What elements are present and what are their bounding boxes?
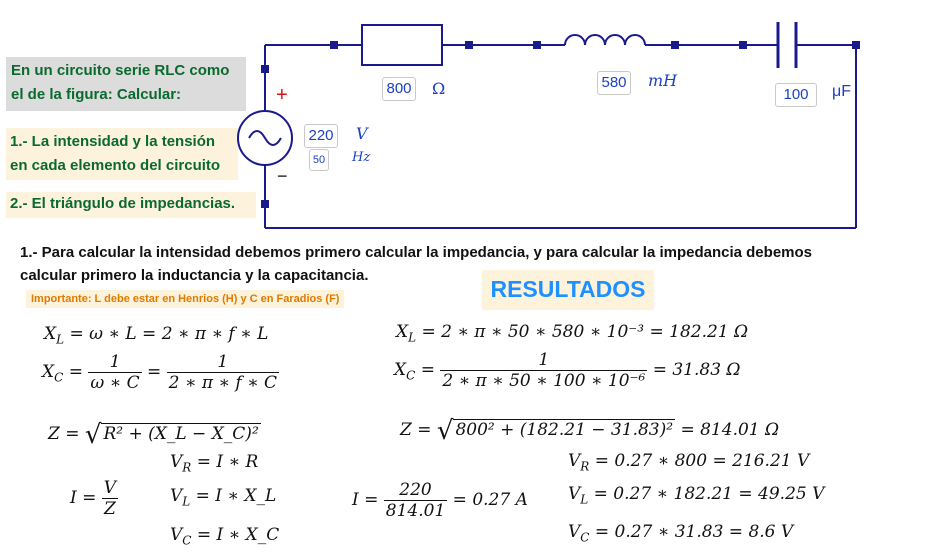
formula-xc-fraction-2 bbox=[167, 352, 279, 393]
result-xc-den: 2 ∗ π ∗ 50 ∗ 100 ∗ 10⁻⁶ bbox=[442, 371, 646, 391]
node-8 bbox=[261, 200, 269, 208]
voltage-value-input[interactable]: 220 bbox=[304, 124, 338, 148]
formula-vr: $V_R = I$ ∗ R bbox=[170, 452, 259, 475]
formula-xl: $X_L = \omega$ ∗ L = 2 ∗ π ∗ f ∗ L bbox=[44, 324, 269, 347]
formula-vl-rhs: = I ∗ X_L bbox=[195, 486, 277, 506]
explanation-text bbox=[20, 241, 920, 287]
inductance-value-input[interactable]: 580 bbox=[597, 71, 631, 95]
node-4 bbox=[671, 41, 679, 49]
problem-title-line1: En un circuito serie RLC como bbox=[11, 62, 230, 79]
result-vr-rhs: = 0.27 ∗ 800 = 216.21 V bbox=[594, 451, 810, 471]
formula-z: Z = √ R² + (X_L − X_C)² bbox=[48, 420, 259, 450]
sqrt-sign-icon-2: √ bbox=[436, 416, 454, 446]
node-3 bbox=[533, 41, 541, 49]
plus-sign: + bbox=[276, 84, 288, 106]
formula-xc: $X_C$ = $\frac{1}{\omega ∗ C}$ = $\frac{1}{2 ∗ \pi ∗ f ∗ C}$ bbox=[42, 352, 278, 393]
resistance-unit: Ω bbox=[432, 79, 446, 98]
formula-xc-den2: 2 ∗ π ∗ f ∗ C bbox=[168, 373, 278, 393]
result-xc-num: 1 bbox=[538, 350, 550, 370]
node-5 bbox=[739, 41, 747, 49]
formula-xl-rhs: = ω ∗ L = 2 ∗ π ∗ f ∗ L bbox=[69, 324, 269, 344]
formula-xc-num1: 1 bbox=[109, 352, 121, 372]
result-vr: $V_R = 0.27$ ∗ 800 = 216.21 V bbox=[568, 451, 810, 474]
result-i-fraction bbox=[384, 480, 447, 521]
formula-vl: $V_L = I$ ∗ X_L bbox=[170, 486, 277, 509]
result-xc-fraction bbox=[440, 350, 647, 391]
minus-sign: − bbox=[277, 166, 288, 186]
result-z: Z = √ 800² + (182.21 − 31.83)² = 814.01 Ω bbox=[400, 416, 780, 446]
formula-xc-fraction-1 bbox=[88, 352, 141, 393]
question-1-line2: en cada elemento del circuito bbox=[10, 157, 221, 174]
formula-i-num: V bbox=[103, 478, 117, 498]
frequency-value-input[interactable]: 50 bbox=[309, 149, 329, 171]
result-vc: $V_C = 0.27$ ∗ 31.83 = 8.6 V bbox=[568, 522, 794, 545]
result-vl: $V_L = 0.27$ ∗ 182.21 = 49.25 V bbox=[568, 484, 825, 507]
capacitance-unit: μF bbox=[832, 83, 851, 100]
result-z-radicand: 800² + (182.21 − 31.83)² bbox=[455, 420, 674, 440]
result-i-num: 220 bbox=[399, 480, 432, 500]
resistance-value-input[interactable]: 800 bbox=[382, 77, 416, 101]
result-xl: $X_L = 2$ ∗ π ∗ 50 ∗ 580 ∗ 10⁻³ = 182.21 Ω bbox=[396, 322, 749, 345]
formula-i-fraction bbox=[102, 478, 118, 519]
question-2-text: 2.- El triángulo de impedancias. bbox=[10, 195, 236, 212]
sqrt-sign-icon: √ bbox=[84, 420, 102, 450]
results-heading: RESULTADOS bbox=[482, 270, 654, 310]
units-note-text: Importante: L debe estar en Henrios (H) y C en Faradios (F) bbox=[31, 293, 340, 305]
formula-vr-rhs: = I ∗ R bbox=[196, 452, 259, 472]
formula-vc-rhs: = I ∗ X_C bbox=[196, 525, 280, 545]
resistor-symbol bbox=[362, 25, 442, 65]
node-1 bbox=[330, 41, 338, 49]
capacitance-value-input[interactable]: 100 bbox=[775, 83, 817, 107]
question-1-line1: 1.- La intensidad y la tensión bbox=[10, 133, 216, 150]
frequency-unit: Hz bbox=[352, 150, 371, 165]
node-6 bbox=[852, 41, 860, 49]
formula-xc-den1: ω ∗ C bbox=[90, 373, 140, 393]
inductor-symbol bbox=[565, 35, 645, 45]
result-xc-tail: = 31.83 Ω bbox=[652, 360, 741, 380]
formula-z-radicand: R² + (X_L − X_C)² bbox=[103, 424, 259, 444]
voltage-unit: V bbox=[356, 124, 368, 143]
explanation-line2: calcular primero la inductancia y la capacitancia. bbox=[20, 267, 369, 284]
explanation-line1: 1.- Para calcular la intensidad debemos primero calcular la impedancia, y para calcular la impedancia debemos bbox=[20, 244, 812, 261]
result-xl-rhs: = 2 ∗ π ∗ 50 ∗ 580 ∗ 10⁻³ = 182.21 Ω bbox=[421, 322, 749, 342]
result-vc-rhs: = 0.27 ∗ 31.83 = 8.6 V bbox=[594, 522, 794, 542]
result-z-tail: = 814.01 Ω bbox=[680, 420, 780, 440]
inductance-unit: mH bbox=[648, 71, 678, 90]
formula-xc-num2: 1 bbox=[217, 352, 229, 372]
result-i: I = $\frac{220}{814.01}$ = 0.27 A bbox=[352, 480, 528, 521]
units-note bbox=[26, 290, 344, 308]
formula-i: I = $\frac{V}{Z}$ bbox=[70, 478, 117, 519]
problem-title-line2: el de la figura: Calcular: bbox=[11, 86, 182, 103]
rlc-circuit-diagram bbox=[0, 0, 952, 240]
formula-i-den: Z bbox=[102, 498, 118, 519]
node-2 bbox=[465, 41, 473, 49]
result-xc: $X_C$ = $\frac{1}{\text{2 ∗ π ∗ 50 ∗ 100 ∗ 10⁻⁶}}$ = 31.83 Ω bbox=[394, 350, 741, 391]
result-vl-rhs: = 0.27 ∗ 182.21 = 49.25 V bbox=[593, 484, 825, 504]
ac-source-wave bbox=[249, 131, 281, 145]
result-i-den: 814.01 bbox=[385, 501, 446, 521]
formula-vc: $V_C = I$ ∗ X_C bbox=[170, 525, 280, 548]
result-i-tail: = 0.27 A bbox=[452, 490, 528, 510]
node-7 bbox=[261, 65, 269, 73]
